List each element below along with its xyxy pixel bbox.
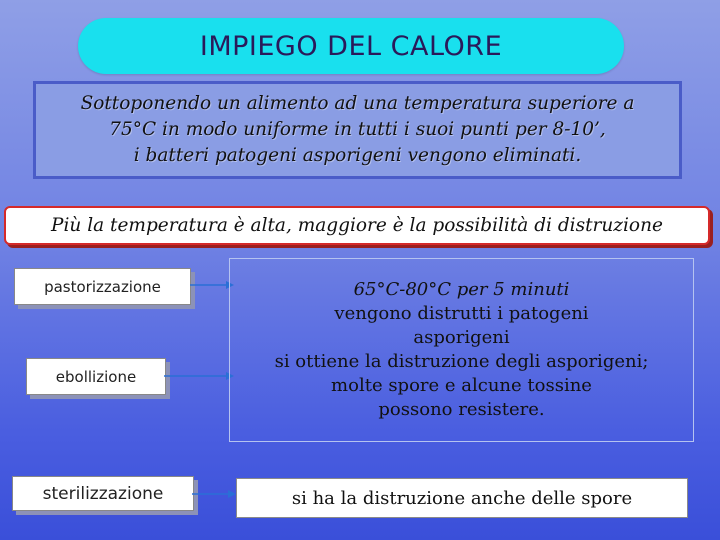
highlight-text: Più la temperatura è alta, maggiore è la possibilità di distruzione xyxy=(51,215,663,236)
ebollizione-desc-line-2: molte spore e alcune tossine xyxy=(331,375,592,396)
description-box xyxy=(229,258,694,442)
ebollizione-desc-line-3: possono resistere. xyxy=(378,399,545,420)
highlight-box xyxy=(4,206,710,245)
arrow-pastorizzazione xyxy=(190,278,234,292)
intro-line-2: 75°C in modo uniforme in tutti i suoi punti per 8-10’, xyxy=(109,119,606,140)
page-title: IMPIEGO DEL CALORE xyxy=(199,30,503,62)
arrow-sterilizzazione xyxy=(192,487,236,501)
sterilizzazione-desc-box xyxy=(236,478,688,518)
intro-text xyxy=(81,91,635,169)
arrow-ebollizione xyxy=(164,369,234,383)
ebollizione-box xyxy=(26,358,166,395)
pastorizzazione-box xyxy=(14,268,191,305)
ebollizione-label: ebollizione xyxy=(55,367,137,386)
pastorizzazione-desc-line-1: 65°C-80°C per 5 minuti xyxy=(353,279,570,300)
pastorizzazione-label: pastorizzazione xyxy=(44,277,161,296)
sterilizzazione-label: sterilizzazione xyxy=(42,483,164,504)
intro-line-1: Sottoponendo un alimento ad una temperatura superiore a xyxy=(80,93,635,114)
intro-box xyxy=(33,81,682,179)
sterilizzazione-desc: si ha la distruzione anche delle spore xyxy=(291,487,633,509)
description-text xyxy=(275,278,649,422)
sterilizzazione-box xyxy=(12,476,194,511)
intro-line-3: i batteri patogeni asporigeni vengono eliminati. xyxy=(133,145,582,166)
ebollizione-desc-line-1: si ottiene la distruzione degli asporigeni; xyxy=(274,351,649,372)
pastorizzazione-desc-line-3: asporigeni xyxy=(413,327,510,348)
pastorizzazione-desc-line-2: vengono distrutti i patogeni xyxy=(334,303,589,324)
title-banner xyxy=(78,18,624,74)
